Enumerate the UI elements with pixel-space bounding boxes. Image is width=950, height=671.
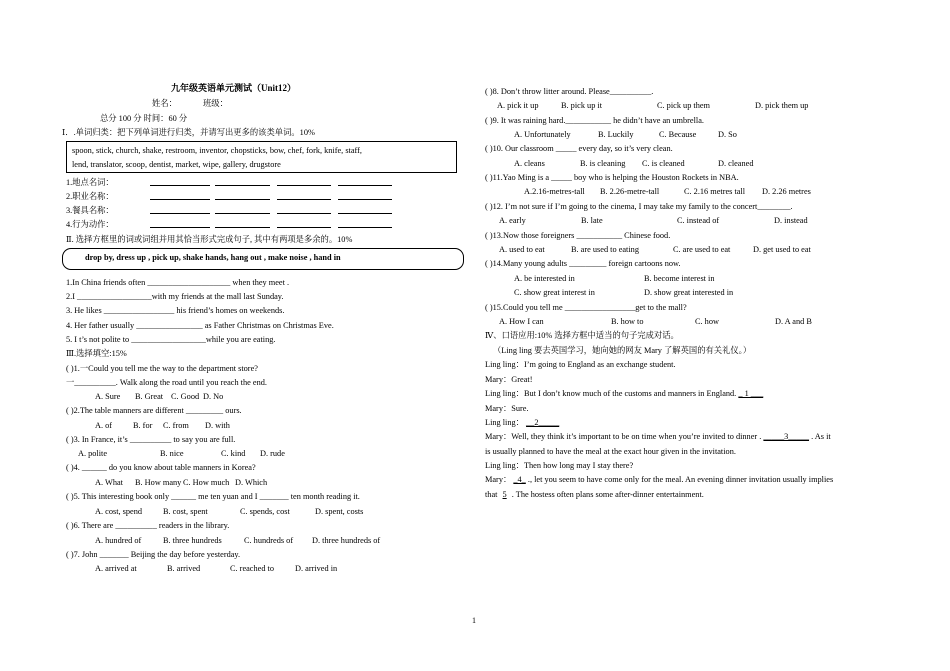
option[interactable]: B. arrived [167, 564, 201, 573]
section1-heading: Ⅰ．.单词归类：把下列单词进行归类，并请写出更多的该类单词。10% [62, 128, 315, 137]
dialogue-intro: （Ling ling 要去英国学习，她向她的网友 Mary 了解英国的有关礼仪。） [493, 346, 752, 355]
option[interactable]: A.2.16-metres-tall [524, 187, 585, 196]
question-stem: 一__________. Walk along the road until you reach the end. [66, 378, 267, 387]
option[interactable]: B. three hundreds [163, 536, 222, 545]
word-line: spoon, stick, church, shake, restroom, inventor, chopsticks, bow, chef, fork, knife, staff, [72, 146, 362, 155]
dialogue-text: . The hostess often plans some after-dinner entertainment. [511, 490, 704, 499]
option[interactable]: C. pick up them [657, 101, 711, 110]
option[interactable]: C. are used to eat [673, 245, 731, 254]
option[interactable]: B. late [581, 216, 603, 225]
option-row [514, 273, 894, 284]
page-title: 九年级英语单元测试（Unit12） [171, 83, 297, 93]
answer-line[interactable] [150, 185, 210, 186]
dialogue-text: Mary：Well, they think it’s important to be on time when you’re invited to dinner . [485, 432, 762, 441]
option-row [499, 215, 899, 226]
option[interactable]: A. cleans [514, 159, 545, 168]
blank-1[interactable]: _ 1 ___ [738, 389, 764, 398]
section2-heading: Ⅱ. 选择方框里的词或词组并用其恰当形式完成句子, 其中有两项是多余的。10% [66, 235, 353, 244]
dialogue-line [485, 388, 763, 399]
option[interactable]: C. kind [221, 449, 246, 458]
option[interactable]: D. get used to eat [753, 245, 811, 254]
option[interactable]: C. show great interest in [514, 288, 595, 297]
option-row [499, 244, 899, 255]
option[interactable]: A. hundred of [95, 536, 142, 545]
sentence-item: 5. I t’s not polite to __________________while you are eating. [66, 335, 276, 344]
category-tableware: 3.餐具名称： [66, 206, 114, 215]
option[interactable]: D. show great interested in [644, 288, 734, 297]
blank-5[interactable]: 5 [502, 490, 507, 499]
answer-line[interactable] [150, 213, 210, 214]
option-row [95, 563, 415, 574]
option[interactable]: A. polite [78, 449, 108, 458]
option[interactable]: D. arrived in [295, 564, 338, 573]
option[interactable]: B. Luckily [598, 130, 634, 139]
option[interactable]: C. from [163, 421, 189, 430]
option-row [524, 186, 894, 197]
option-row [95, 477, 415, 488]
option-row [95, 506, 415, 517]
question-stem: ( )1.一Could you tell me the way to the department store? [66, 364, 258, 373]
option[interactable]: A. How I can [499, 317, 544, 326]
option[interactable]: A. arrived at [95, 564, 137, 573]
blank-3[interactable]: _____3_____ [763, 432, 810, 441]
phrase-list: drop by, dress up , pick up, shake hands, hang out , make noise , hand in [85, 253, 341, 262]
answer-line[interactable] [277, 213, 331, 214]
dialogue-line: is usually planned to have the meal at the exact hour given in the invitation. [485, 447, 736, 456]
question-stem: ( )3. In France, it’s __________ to say you are full. [66, 435, 236, 444]
option[interactable]: D. 2.26 metres [762, 187, 811, 196]
answer-line[interactable] [338, 213, 392, 214]
option[interactable]: D. with [205, 421, 230, 430]
option[interactable]: C. spends, cost [240, 507, 290, 516]
option[interactable]: B. Great [135, 392, 164, 401]
option[interactable]: C. reached to [230, 564, 275, 573]
option[interactable]: C. is cleaned [642, 159, 685, 168]
option-row [514, 287, 894, 298]
option[interactable]: A. Sure [95, 392, 121, 401]
option[interactable]: C. instead of [677, 216, 720, 225]
word-box [66, 141, 457, 173]
answer-line[interactable] [150, 227, 210, 228]
option-row [95, 391, 415, 402]
option-row [514, 158, 894, 169]
score-line: 总分 100 分 时间：60 分 [100, 114, 188, 123]
sentence-item: 2.I __________________with my friends at the mall last Sunday. [66, 292, 284, 301]
answer-line[interactable] [277, 185, 331, 186]
question-stem: ( )6. There are __________ readers in the library. [66, 521, 230, 530]
question-stem: ( )2.The table manners are different _________ ours. [66, 406, 242, 415]
question-stem: ( )5. This interesting book only ______ me ten yuan and I _______ ten month reading it. [66, 492, 360, 501]
option[interactable]: D. pick them up [755, 101, 809, 110]
option[interactable]: D. Which [235, 478, 268, 487]
answer-line[interactable] [338, 227, 392, 228]
option[interactable]: D. A and B [775, 317, 812, 326]
answer-line[interactable] [338, 185, 392, 186]
question-stem: ( )11.Yao Ming is a _____ boy who is helping the Houston Rockets in NBA. [485, 173, 739, 182]
option[interactable]: D. three hundreds of [312, 536, 381, 545]
answer-line[interactable] [215, 199, 270, 200]
question-stem: ( )7. John _______ Beijing the day before yesterday. [66, 550, 241, 559]
dialogue-text: ., let you seem to have come only for the meal. An evening dinner invitation usually implies [527, 475, 834, 484]
question-stem: ( )12. I’m not sure if I’m going to the cinema, I may take my family to the concert________. [485, 202, 793, 211]
question-stem: ( )8. Don’t throw litter around. Please__________. [485, 87, 654, 96]
option[interactable]: A. Unfortunately [514, 130, 571, 139]
option[interactable]: B. become interest in [644, 274, 715, 283]
category-place: 1.地点名词： [66, 178, 114, 187]
option[interactable]: A. used to eat [499, 245, 545, 254]
dialogue-line: Ling ling：I’m going to England as an exchange student. [485, 360, 676, 369]
option[interactable]: C. how [695, 317, 719, 326]
answer-line[interactable] [215, 227, 270, 228]
option[interactable]: B. How many [135, 478, 182, 487]
option-row [95, 420, 415, 431]
option-row [497, 100, 897, 111]
question-stem: ( )9. It was raining hard.___________ he didn’t have an umbrella. [485, 116, 704, 125]
dialogue-text: that [485, 490, 498, 499]
blank-2[interactable]: __2_____ [526, 418, 560, 427]
category-job: 2.职业名称： [66, 192, 114, 201]
option[interactable]: D. cleaned [718, 159, 754, 168]
question-stem: ( )4. ______ do you know about table manners in Korea? [66, 463, 256, 472]
answer-line[interactable] [215, 185, 270, 186]
sentence-item: 1.In China friends often ____________________ when they meet . [66, 278, 290, 287]
option[interactable]: C. 2.16 metres tall [684, 187, 746, 196]
option[interactable]: A. cost, spend [95, 507, 143, 516]
option[interactable]: B. pick up it [561, 101, 603, 110]
class-label: 班级： [203, 99, 228, 108]
dialogue-line: Ling ling：Then how long may I stay there? [485, 461, 634, 470]
option-row [95, 535, 415, 546]
option[interactable]: B. nice [160, 449, 184, 458]
dialogue-line [485, 489, 704, 500]
blank-4[interactable]: _4_ [513, 475, 526, 484]
option[interactable]: A. of [95, 421, 113, 430]
dialogue-line [485, 417, 559, 428]
dialogue-line: Mary：Great! [485, 375, 533, 384]
option-row [499, 316, 899, 327]
dialogue-text: Ling ling： [485, 418, 524, 427]
dialogue-line [485, 431, 831, 442]
option[interactable]: A. early [499, 216, 526, 225]
sentence-item: 4. Her father usually ________________ as Father Christmas on Christmas Eve. [66, 321, 334, 330]
option[interactable]: B. for [133, 421, 153, 430]
question-stem: ( )14.Many young adults _________ foreign cartoons now. [485, 259, 681, 268]
answer-line[interactable] [215, 213, 270, 214]
phrase-box [62, 248, 464, 270]
option[interactable]: A. be interested in [514, 274, 575, 283]
dialogue-line [485, 474, 833, 485]
dialogue-text: Ling ling：But I don’t know much of the customs and manners in England. [485, 389, 737, 398]
answer-line[interactable] [150, 199, 210, 200]
option[interactable]: B. 2.26-metre-tall [600, 187, 660, 196]
answer-line[interactable] [277, 227, 331, 228]
question-stem: ( )13.Now those foreigners ___________ Chinese food. [485, 231, 671, 240]
option[interactable]: C. How much [183, 478, 230, 487]
option[interactable]: D. spent, costs [315, 507, 364, 516]
option[interactable]: A. pick it up [497, 101, 539, 110]
question-stem: ( )10. Our classroom _____ every day, so it’s very clean. [485, 144, 673, 153]
option-row [78, 448, 398, 459]
category-action: 4.行为动作： [66, 220, 114, 229]
dialogue-line: Mary：Sure. [485, 404, 529, 413]
option[interactable]: C. Because [659, 130, 697, 139]
option[interactable]: B. how to [611, 317, 644, 326]
question-stem: ( )15.Could you tell me _________________get to the mall? [485, 303, 687, 312]
answer-line[interactable] [277, 199, 331, 200]
dialogue-text: Mary： [485, 475, 512, 484]
page-number: 1 [472, 616, 476, 625]
option[interactable]: B. are used to eating [571, 245, 639, 254]
option[interactable]: C. Good [171, 392, 200, 401]
option[interactable]: D. instead [774, 216, 808, 225]
option[interactable]: D. So [718, 130, 737, 139]
option[interactable]: D. No [203, 392, 224, 401]
option[interactable]: B. is cleaning [580, 159, 626, 168]
option-row [514, 129, 894, 140]
section3-heading: Ⅲ.选择填空:15% [66, 349, 127, 358]
section4-heading: Ⅳ、口语应用:10% 选择方框中适当的句子完成对话。 [485, 331, 679, 340]
word-line: lend, translator, scoop, dentist, market, wipe, gallery, drugstore [72, 160, 281, 169]
name-label: 姓名： [152, 99, 177, 108]
sentence-item: 3. He likes _________________ his friend’s homes on weekends. [66, 306, 285, 315]
option[interactable]: C. hundreds of [244, 536, 294, 545]
option[interactable]: A. What [95, 478, 123, 487]
dialogue-text: . As it [811, 432, 831, 441]
answer-line[interactable] [338, 199, 392, 200]
option[interactable]: D. rude [260, 449, 285, 458]
option[interactable]: B. cost, spent [163, 507, 208, 516]
